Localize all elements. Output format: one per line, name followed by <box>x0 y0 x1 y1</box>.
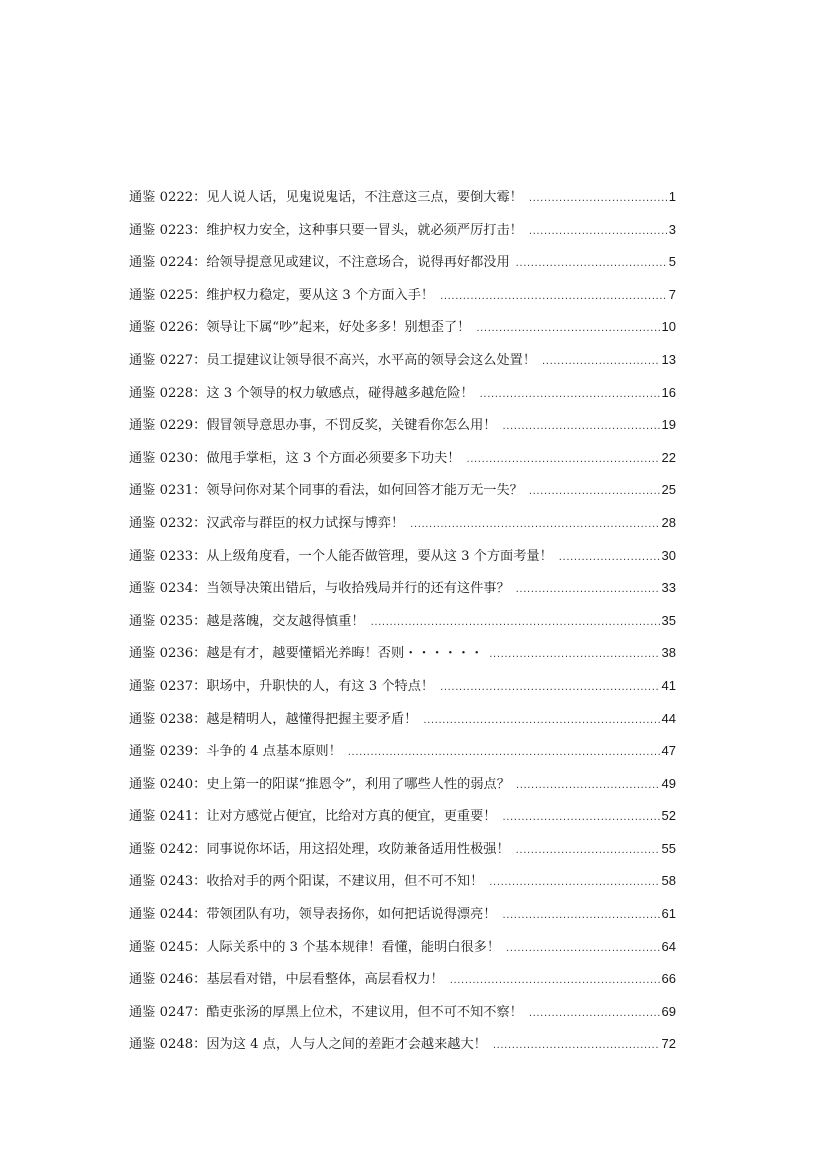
toc-dot-leader <box>410 519 659 530</box>
toc-entry[interactable] <box>129 382 676 415</box>
toc-dot-leader <box>493 1040 660 1051</box>
toc-entry[interactable] <box>129 642 676 675</box>
toc-entry[interactable] <box>129 740 676 773</box>
toc-entry-title: 通鉴 0243：收拾对手的两个阳谋，不建议用，但不可不知！ <box>129 874 484 890</box>
toc-page-number: 38 <box>661 645 676 661</box>
toc-dot-leader <box>489 877 659 888</box>
toc-entry[interactable] <box>129 251 676 284</box>
toc-dot-leader <box>529 1008 660 1019</box>
toc-entry-title: 通鉴 0224：给领导提意见或建议，不注意场合，说得再好都没用 <box>129 255 510 271</box>
toc-entry-title: 通鉴 0237：职场中，升职快的人，有这 3 个特点！ <box>129 678 435 694</box>
toc-page-number: 13 <box>661 351 676 367</box>
toc-entry-title: 通鉴 0227：员工提建议让领导很不高兴，水平高的领导会这么处置！ <box>129 352 537 368</box>
toc-entry[interactable] <box>129 903 676 936</box>
toc-entry-title: 通鉴 0233：从上级角度看，一个人能否做管理，要从这 3 个方面考量！ <box>129 548 553 564</box>
toc-entry-title: 通鉴 0229：假冒领导意思办事，不罚反奖，关键看你怎么用！ <box>129 418 497 434</box>
toc-page-number: 28 <box>661 514 676 530</box>
toc-entry[interactable] <box>129 512 676 545</box>
toc-entry[interactable] <box>129 675 676 708</box>
toc-dot-leader <box>476 323 659 334</box>
toc-page-number: 16 <box>661 384 676 400</box>
toc-page-number: 22 <box>661 449 676 465</box>
toc-entry[interactable] <box>129 870 676 903</box>
toc-dot-leader <box>542 356 660 367</box>
toc-entry-title: 通鉴 0248：因为这 4 点，人与人之间的差距才会越来越大！ <box>129 1037 487 1053</box>
toc-entry[interactable] <box>129 577 676 610</box>
toc-dot-leader <box>529 226 667 237</box>
toc-entry-title: 通鉴 0222：见人说人话，见鬼说鬼话，不注意这三点，要倒大霉！ <box>129 190 523 205</box>
toc-page-number: 49 <box>661 775 676 791</box>
toc-entry-title: 通鉴 0234：当领导决策出错后，与收拾残局并行的还有这件事？ <box>129 581 510 597</box>
toc-entry-title: 通鉴 0244：带领团队有功，领导表扬你，如何把话说得漂亮！ <box>129 907 497 923</box>
toc-page-number: 64 <box>661 938 676 954</box>
toc-entry[interactable] <box>129 610 676 643</box>
toc-entry-title: 通鉴 0225：维护权力稳定，要从这 3 个方面入手！ <box>129 287 435 303</box>
toc-entry-title: 通鉴 0246：基层看对错，中层看整体，高层看权力！ <box>129 972 444 988</box>
toc-entry-title: 通鉴 0242：同事说你坏话，用这招处理，攻防兼备适用性极强！ <box>129 841 510 857</box>
toc-entry-title: 通鉴 0238：越是精明人，越懂得把握主要矛盾！ <box>129 711 418 727</box>
toc-page-number: 55 <box>661 840 676 856</box>
toc-entry[interactable] <box>129 447 676 480</box>
toc-entry[interactable] <box>129 479 676 512</box>
toc-dot-leader <box>529 193 667 204</box>
toc-entry[interactable] <box>129 1033 676 1066</box>
toc-entry-title: 通鉴 0236：越是有才，越要懂韬光养晦！否则・・・・・・ <box>129 646 484 662</box>
toc-entry[interactable] <box>129 936 676 969</box>
toc-entry-title: 通鉴 0226：领导让下属“吵”起来，好处多多！别想歪了！ <box>129 320 471 336</box>
toc-dot-leader <box>506 943 660 954</box>
toc-page-number: 44 <box>661 710 676 726</box>
toc-page-number: 66 <box>661 971 676 987</box>
toc-entry-title: 通鉴 0231：领导问你对某个同事的看法，如何回答才能万无一失？ <box>129 483 523 499</box>
toc-dot-leader <box>516 258 667 269</box>
toc-entry[interactable] <box>129 805 676 838</box>
toc-dot-leader <box>440 682 659 693</box>
toc-dot-leader <box>371 617 660 628</box>
toc-entry[interactable] <box>129 186 676 219</box>
toc-dot-leader <box>529 486 660 497</box>
toc-page-number: 30 <box>661 547 676 563</box>
toc-dot-leader <box>502 812 659 823</box>
toc-page-number: 69 <box>661 1003 676 1019</box>
toc-page-number: 72 <box>661 1036 676 1052</box>
toc-entry-title: 通鉴 0239：斗争的 4 点基本原则！ <box>129 744 342 760</box>
toc-entry[interactable] <box>129 968 676 1001</box>
toc-page-number: 35 <box>661 612 676 628</box>
toc-entry-title: 通鉴 0247：酷吏张汤的厚黑上位术，不建议用，但不可不知不察！ <box>129 1004 523 1020</box>
table-of-contents <box>129 186 676 1066</box>
toc-entry-title: 通鉴 0232：汉武帝与群臣的权力试探与博弈！ <box>129 515 405 531</box>
toc-entry[interactable] <box>129 838 676 871</box>
toc-dot-leader <box>440 291 667 302</box>
toc-page-number: 3 <box>668 221 676 237</box>
toc-page-number: 10 <box>661 319 676 335</box>
toc-entry-title: 通鉴 0235：越是落魄，交友越得慎重！ <box>129 613 365 629</box>
toc-page-number: 58 <box>661 873 676 889</box>
toc-dot-leader <box>559 552 660 563</box>
toc-page-number: 41 <box>661 677 676 693</box>
toc-dot-leader <box>516 584 660 595</box>
toc-page-number: 1 <box>668 189 676 204</box>
toc-page-number: 7 <box>668 286 676 302</box>
toc-entry[interactable] <box>129 219 676 252</box>
toc-dot-leader <box>502 421 659 432</box>
toc-dot-leader <box>348 747 660 758</box>
toc-entry-title: 通鉴 0240：史上第一的阳谋“推恩令”，利用了哪些人性的弱点？ <box>129 776 510 792</box>
toc-entry[interactable] <box>129 1001 676 1034</box>
toc-entry[interactable] <box>129 284 676 317</box>
toc-page-number: 25 <box>661 482 676 498</box>
toc-page-number: 19 <box>661 417 676 433</box>
toc-entry-title: 通鉴 0245：人际关系中的 3 个基本规律！看懂，能明白很多！ <box>129 939 501 955</box>
toc-dot-leader <box>489 649 659 660</box>
toc-page-number: 52 <box>661 808 676 824</box>
toc-page-number: 33 <box>661 580 676 596</box>
toc-page-number: 5 <box>668 254 676 270</box>
toc-dot-leader <box>516 845 660 856</box>
toc-entry[interactable] <box>129 545 676 578</box>
toc-entry-title: 通鉴 0241：让对方感觉占便宜，比给对方真的便宜，更重要！ <box>129 809 497 825</box>
toc-entry-title: 通鉴 0228：这 3 个领导的权力敏感点，碰得越多越危险！ <box>129 385 474 401</box>
toc-dot-leader <box>516 780 660 791</box>
toc-entry[interactable] <box>129 414 676 447</box>
toc-dot-leader <box>450 975 660 986</box>
toc-dot-leader <box>423 715 659 726</box>
toc-entry[interactable] <box>129 708 676 741</box>
toc-entry-title: 通鉴 0223：维护权力安全，这种事只要一冒头，就必须严厉打击！ <box>129 222 523 238</box>
toc-entry[interactable] <box>129 349 676 382</box>
toc-entry[interactable] <box>129 773 676 806</box>
toc-page-number: 47 <box>661 743 676 759</box>
toc-entry[interactable] <box>129 316 676 349</box>
toc-entry-title: 通鉴 0230：做甩手掌柜，这 3 个方面必须要多下功夫！ <box>129 450 461 466</box>
toc-dot-leader <box>466 454 659 465</box>
toc-page-number: 61 <box>661 906 676 922</box>
toc-dot-leader <box>502 910 659 921</box>
toc-dot-leader <box>480 389 660 400</box>
